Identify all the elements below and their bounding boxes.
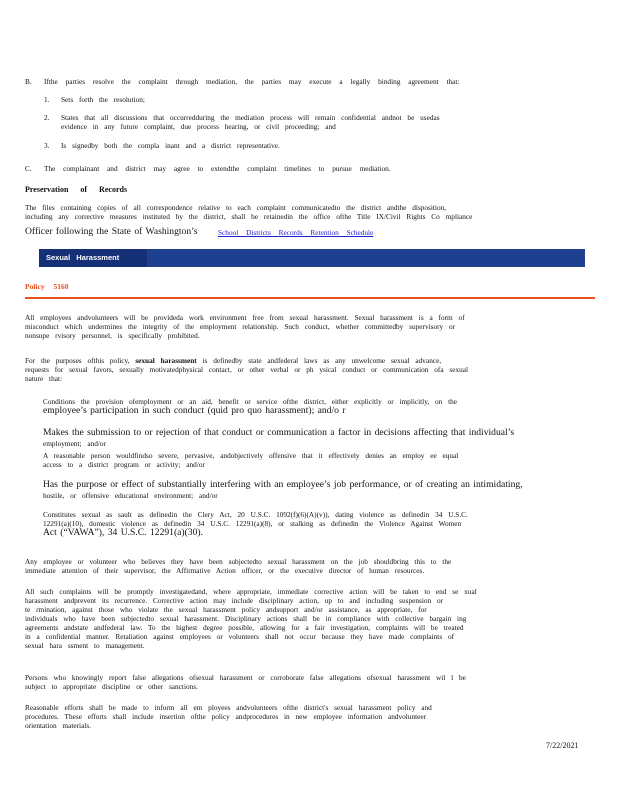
sub-item-2-text: States that all discussions that occurredduring the mediation process will remain confidential andnot be usedas — [61, 113, 440, 122]
sub-item-2-text-cont: evidence in any future complaint, due process hearing, or civil proceeding; and — [61, 122, 336, 131]
bullet-line: Act (“VAWA”), 34 U.S.C. 12291(a)(30). — [43, 527, 203, 538]
item-c-marker: C. — [25, 164, 32, 173]
paragraph-line: orientation materials. — [25, 721, 92, 730]
paragraph-line: immediate attention of their supervisor, the Affirmative Action officer, or the executive director of human resources. — [25, 566, 425, 575]
policy-divider — [25, 297, 595, 299]
paragraph-line: All employees andvolunteers will be provideda work environment free from sexual harassment. Sexual harassment is a form of — [25, 313, 465, 322]
sub-item-3-number: 3. — [44, 141, 50, 150]
definition-term: sexual harassment — [135, 356, 197, 365]
paragraph-line: individuals who have been subjectedto sexual harassment. Disciplinary actions shall be in compliance with collective bargain ing — [25, 614, 467, 623]
bullet-line: hostile, or offensive educational environment; and/or — [43, 491, 218, 500]
bullet-line: Makes the submission to or rejection of that conduct or communication a factor in decisions affecting that individual’s — [43, 427, 515, 438]
section-title: Sexual Harassment — [46, 253, 120, 262]
paragraph-line: harassment andprevent its recurrence. Corrective action may include disciplinary action, up to and including suspension or — [25, 596, 444, 605]
records-line-prefix: Officer following the State of Washington’s — [25, 226, 198, 237]
records-line: The files containing copies of all correspondence relative to each complaint communicatedto the district andthe disposition, — [25, 203, 447, 212]
paragraph-line: nonsupe rvisory personnel, is specifically prohibited. — [25, 331, 200, 340]
sub-item-1-number: 1. — [44, 95, 50, 104]
bullet-line: employee’s participation in such conduct (quid pro quo harassment); and/o r — [43, 405, 346, 416]
item-b-text: Ifthe parties resolve the complaint through mediation, the parties may execute a legally binding agreement that: — [44, 77, 460, 86]
bullet-line: Constitutes sexual as sault as definedin the Clery Act, 20 U.S.C. 1092(f)(6)(A)(v)), dating violence as definedin 34 U.S.C. — [43, 510, 468, 519]
section-label-box — [39, 249, 147, 267]
paragraph-line: nature that: — [25, 374, 63, 383]
sub-item-2-number: 2. — [44, 113, 50, 122]
paragraph-line: requests for sexual favors, sexually motivatedphysical contact, or other verbal or ph ysical conduct or communication ofa sexual — [25, 365, 469, 374]
item-b-marker: B. — [25, 77, 32, 86]
records-line: including any corrective measures instituted by the district, shall be retainedin the office ofthe Title IX/Civil Rights Co mpliance — [25, 212, 473, 221]
sub-item-3-text: Is signedby both the compla inant and a district representative. — [61, 141, 280, 150]
paragraph-line: Persons who knowingly report false allegations ofsexual harassment or corroborate false allegations ofsexual harassment wil l be — [25, 673, 466, 682]
paragraph-line: procedures. These efforts shall include insertion ofthe policy andprocedures in new employee information andvolunteer — [25, 712, 427, 721]
paragraph-line: misconduct which undermines the integrity of the employment relationship. Such conduct, whether committedby supervisory or — [25, 322, 456, 331]
paragraph-line: All such complaints will be promptly investigatedand, where appropriate, immediate corrective action will be taken to end se xual — [25, 587, 477, 596]
sub-item-1-text: Sets forth the resolution; — [61, 95, 145, 104]
paragraph-line: Any employee or volunteer who believes they have been subjectedto sexual harassment on the job shouldbring this to the — [25, 557, 452, 566]
definition-text: is definedby state andfederal laws as any unwelcome sexual advance, — [202, 356, 442, 365]
bullet-line: A reasonable person wouldfindso severe, pervasive, andobjectively offensive that it effectively denies an employ ee equal — [43, 451, 459, 460]
records-line — [25, 226, 198, 237]
item-c-text: The complainant and district may agree to extendthe complaint timelines to pursue mediation. — [44, 164, 391, 173]
paragraph-line — [25, 356, 441, 365]
retention-schedule-link[interactable]: School Districts Records Retention Schedule — [218, 228, 374, 237]
paragraph-line: te rmination, against those who violate the sexual harassment policy andsupport and/or assistance, as appropriate, for — [25, 605, 427, 614]
paragraph-line: in a confidential manner. Retaliation against employees or volunteers shall not occur because they have made complaints of — [25, 632, 455, 641]
paragraph-line: Reasonable efforts shall be made to inform all em ployees andvolunteers ofthe district's sexual harassment policy and — [25, 703, 432, 712]
bullet-line: 12291(a)(10), domestic violence as definedin 34 U.S.C. 12291(a)(8), or stalking as definedin the Violence Against Women — [43, 519, 462, 528]
paragraph-line: sexual hara ssment to management. — [25, 641, 145, 650]
revision-date: 7/22/2021 — [546, 741, 579, 750]
bullet-line: Conditions the provision ofemployment or an aid, benefit or service ofthe district, either explicitly or implicitly, on the — [43, 397, 458, 406]
policy-number: Policy 5160 — [25, 282, 69, 291]
bullet-line: employment; and/or — [43, 439, 106, 448]
bullet-line: access to a district program or activity; and/or — [43, 460, 205, 469]
paragraph-line: subject to appropriate discipline or other sanctions. — [25, 682, 198, 691]
definition-intro: For the purposes ofthis policy, — [25, 356, 130, 365]
section-header-bar — [39, 249, 585, 267]
paragraph-line: agreements andstate andfederal law. To the highest degree possible, allowing for a fair investigation, complaints will be treated — [25, 623, 464, 632]
bullet-line: Has the purpose or effect of substantially interfering with an employee’s job performance, or of creating an intimidating, — [43, 479, 523, 490]
records-heading: Preservation of Records — [25, 185, 128, 194]
